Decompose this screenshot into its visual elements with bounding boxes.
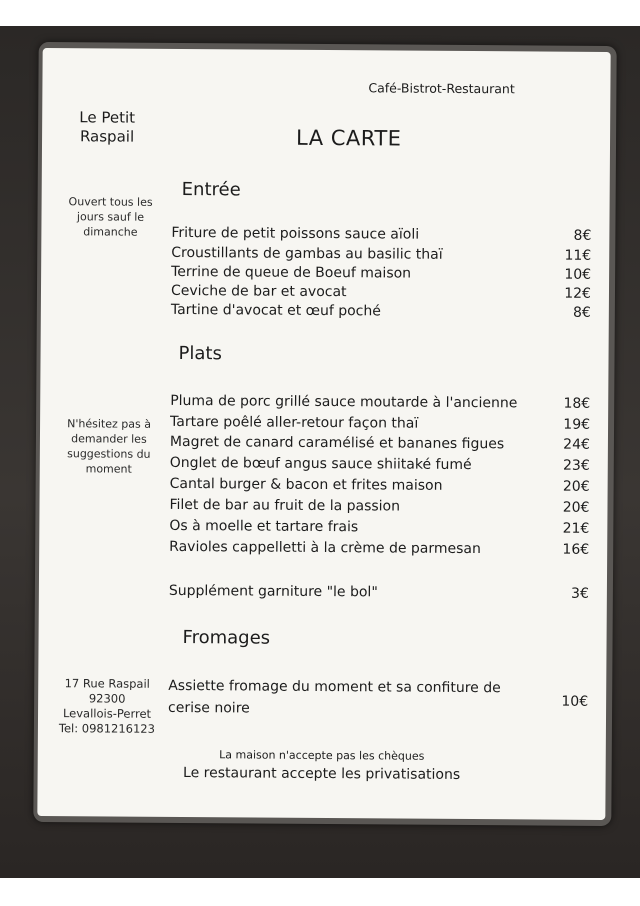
address-phone: Tel: 0981216123: [58, 721, 156, 736]
menu-item-price: 23€: [562, 457, 590, 474]
menu-item-price: 10€: [561, 693, 589, 710]
cheques-notice: La maison n'accepte pas les chèques: [219, 748, 425, 763]
menu-item: [168, 675, 588, 722]
menu-item-price: 19€: [563, 416, 591, 433]
menu-item: [170, 455, 590, 478]
menu-item-name: Friture de petit poissons sauce aïoli: [171, 224, 420, 243]
address-block: [52, 676, 162, 737]
menu-item-price: 10€: [564, 266, 592, 283]
supplement-item: [169, 583, 589, 606]
menu-item-name: Onglet de bœuf angus sauce shiitaké fumé: [169, 454, 472, 474]
restaurant-name: Le Petit Raspail: [79, 108, 136, 146]
menu-item-price: 16€: [562, 541, 590, 558]
supplement-price: 3€: [571, 585, 589, 602]
section-title-plats: Plats: [178, 342, 222, 365]
menu-item-name: Filet de bar au fruit de la passion: [169, 496, 401, 515]
menu-item-name: Cantal burger & bacon et frites maison: [169, 475, 443, 494]
suggestions-note: N'hésitez pas à demander les suggestions du moment: [67, 417, 152, 476]
menu-item-name: Croustillants de gambas au basilic thaï: [171, 244, 443, 263]
page-title: LA CARTE: [295, 125, 402, 151]
section-title-fromages: Fromages: [182, 627, 271, 649]
privatisation-notice: Le restaurant accepte les privatisations: [183, 765, 461, 783]
tagline: Café-Bistrot-Restaurant: [368, 80, 515, 97]
menu-item-price: 12€: [564, 285, 592, 302]
menu-item-name-line1: Assiette fromage du moment et sa confiture de: [168, 677, 501, 697]
menu-item-price: 20€: [562, 478, 590, 495]
address-city: Levallois-Perret: [62, 706, 152, 721]
menu-item: [169, 539, 589, 562]
supplement-name: Supplément garniture "le bol": [168, 582, 378, 601]
menu-item: [169, 497, 589, 520]
address-postcode: 92300: [88, 691, 126, 706]
menu-item-name: Ravioles cappelletti à la crème de parmesan: [169, 538, 481, 558]
menu-item: [171, 302, 591, 325]
menu-item-name: Magret de canard caramélisé et bananes figues: [169, 433, 505, 453]
menu-item-price: 8€: [572, 304, 591, 321]
menu-item: [169, 518, 589, 541]
menu-item-name: Pluma de porc grillé sauce moutarde à l'ancienne: [170, 392, 518, 412]
menu-item-price: 21€: [562, 520, 590, 537]
menu-item: [170, 476, 590, 499]
section-title-entree: Entrée: [181, 179, 241, 201]
address-street: 17 Rue Raspail: [64, 676, 150, 691]
menu-item-name: Terrine de queue de Boeuf maison: [171, 263, 412, 282]
menu-item-name-line2: cerise noire: [168, 699, 250, 717]
menu-item-name: Tartine d'avocat et œuf poché: [170, 301, 381, 320]
menu-item: [170, 434, 590, 457]
menu-item-price: 11€: [564, 247, 592, 264]
menu-item-price: 24€: [563, 436, 590, 453]
opening-hours: Ouvert tous les jours sauf le dimanche: [68, 195, 153, 239]
menu-item-name: Tartare poêlé aller-retour façon thaï: [170, 413, 419, 432]
menu-item-name: Ceviche de bar et avocat: [170, 282, 347, 301]
menu-sheet: [37, 48, 610, 820]
menu-item: [170, 393, 590, 416]
menu-item-name: [168, 675, 501, 721]
menu-item-price: 8€: [573, 227, 592, 244]
menu-item-name: Os à moelle et tartare frais: [169, 517, 359, 536]
menu-item-price: 20€: [562, 499, 590, 516]
menu-item-price: 18€: [563, 395, 591, 412]
